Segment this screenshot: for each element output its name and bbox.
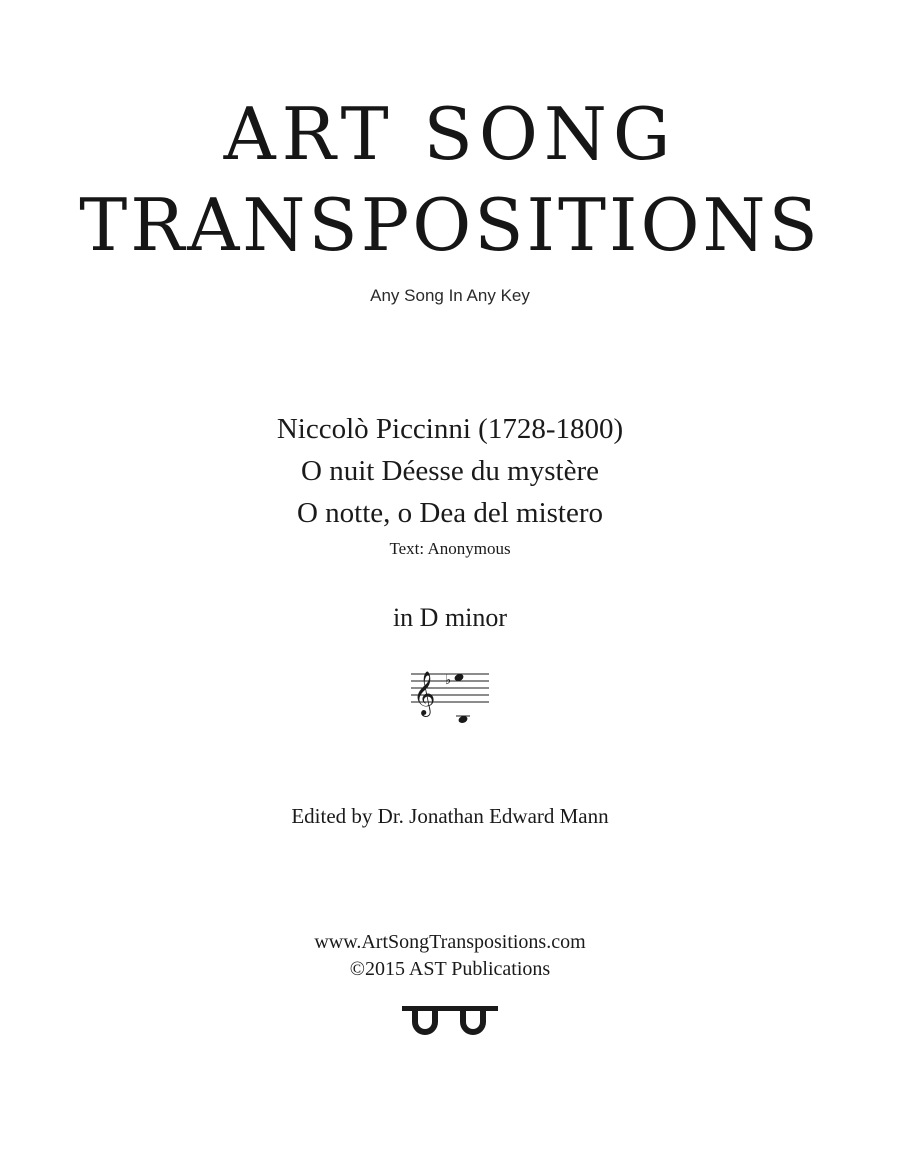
low-note [456, 715, 470, 724]
song-title-french: O nuit Déesse du mystère [301, 455, 599, 487]
song-title-italian: O notte, o Dea del mistero [296, 497, 604, 529]
ast-logo-mark [398, 1000, 502, 1038]
composer-line: Niccolò Piccinni (1728-1800) [276, 413, 624, 445]
brand-tagline: Any Song In Any Key [370, 286, 530, 305]
high-note [445, 673, 464, 688]
flat-sign: ♭ [445, 673, 452, 688]
editor-credit: Edited by Dr. Jonathan Edward Mann [291, 804, 609, 828]
website-link[interactable]: www.ArtSongTranspositions.com [314, 931, 586, 953]
text-credit: Text: Anonymous [389, 539, 511, 558]
copyright-line: ©2015 AST Publications [349, 958, 551, 980]
brand-title-line-1: ART SONG [223, 92, 677, 176]
key-label: in D minor [392, 603, 508, 632]
treble-clef-icon: 𝄞 [413, 671, 436, 715]
vocal-range-staff-icon [405, 660, 495, 726]
brand-title-line-2: TRANSPOSITIONS [79, 183, 821, 267]
